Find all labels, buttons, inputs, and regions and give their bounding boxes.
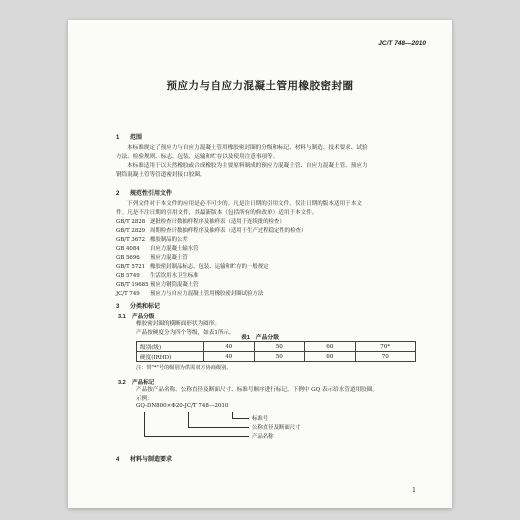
table-cell: 50 bbox=[254, 352, 305, 362]
section-3-2-heading: 3.2 产品标记 bbox=[118, 380, 155, 386]
table-cell: 70* bbox=[355, 342, 416, 352]
section-1-heading: 1 范围 bbox=[116, 135, 143, 141]
table-cell: 硬度(IRHD) bbox=[137, 352, 204, 362]
reference-item: GB/T 5721 橡胶密封制品标志、包装、运输和贮存的一般规定 bbox=[116, 264, 269, 270]
section-3-1-heading: 3.1 产品分级 bbox=[118, 314, 155, 320]
table-note: 注：带"*"号的级别为供需双方协商级别。 bbox=[136, 365, 232, 371]
grading-line-1: 橡胶密封圈的横断面形状为圆形。 bbox=[136, 321, 220, 327]
reference-item: GB 5749 生活饮用水卫生标准 bbox=[116, 273, 199, 279]
scope-paragraph-1b: 方法、检验规则、标志、包装、运输和贮存以及使用注意事项等。 bbox=[116, 154, 279, 160]
reference-item: JC/T 749 预应力与自应力混凝土管用橡胶密封圈试验方法 bbox=[116, 291, 264, 297]
scope-paragraph-2b: 钢筒混凝土管等管道密封接口胶圈。 bbox=[116, 172, 206, 178]
table-cell: 40 bbox=[204, 342, 255, 352]
marking-bracket bbox=[144, 412, 249, 437]
scope-paragraph-2a: 本标准适用于以天然橡胶或合成橡胶为主要原料制成的预应力混凝土管、自应力混凝土管、预应力 bbox=[127, 163, 368, 169]
grading-table bbox=[136, 341, 416, 362]
section-3-heading: 3 分类和标记 bbox=[116, 304, 161, 310]
document-title: 预应力与自应力混凝土管用橡胶密封圈 bbox=[166, 80, 354, 92]
table-cell: 60 bbox=[305, 342, 356, 352]
marking-example: GQ-DN800×Φ20-JC/T 748—2010 bbox=[136, 403, 229, 409]
section-2-heading: 2 规范性引用文件 bbox=[116, 191, 173, 197]
marking-label-product: 产品名称 bbox=[252, 434, 274, 440]
standard-code: JC/T 748—2010 bbox=[378, 40, 426, 47]
reference-item: GB/T 2828 逐批检查计数抽样程序及抽样表（适用于连续批的检查） bbox=[116, 219, 285, 225]
reference-item: GB/T 3672 橡胶制品的公差 bbox=[116, 237, 188, 243]
page-number: 1 bbox=[412, 487, 416, 494]
table-cell: 70 bbox=[355, 352, 416, 362]
reference-item: GB 5696 预应力混凝土管 bbox=[116, 255, 188, 261]
table-cell: 40 bbox=[204, 352, 255, 362]
table-cell: 级别(级) bbox=[137, 342, 204, 352]
marking-example-label: 示例： bbox=[136, 396, 153, 402]
marking-label-dimensions: 公称直径及断面尺寸 bbox=[252, 425, 301, 431]
table-row bbox=[137, 342, 416, 352]
normative-paragraph-1: 下列文件对于本文件的应用是必不可少的。凡是注日期的引用文件，仅注日期的版本适用于本文 bbox=[127, 201, 362, 207]
marking-paragraph-1: 产品按产品名称、公称直径及断面尺寸、标准号顺序进行标记。下例中 GQ 表示给水管道用胶圈。 bbox=[136, 387, 378, 393]
normative-paragraph-2: 件。凡是不注日期的引用文件，其最新版本（包括所有的修改单）适用于本文件。 bbox=[116, 210, 318, 216]
marking-label-standard: 标准号 bbox=[252, 416, 269, 422]
grading-line-2: 产品按硬度分为四个等级，如表1所示。 bbox=[136, 330, 235, 336]
table-cell: 60 bbox=[305, 352, 356, 362]
table-row bbox=[137, 352, 416, 362]
document-page bbox=[68, 20, 452, 508]
reference-item: GB 4084 自应力混凝土输水管 bbox=[116, 246, 199, 252]
reference-item: GB/T 2829 周期检查计数抽样程序及抽样表（适用于生产过程稳定性的检查） bbox=[116, 228, 307, 234]
section-4-heading: 4 材料与制造要求 bbox=[116, 457, 173, 463]
table-title: 表1 产品分级 bbox=[240, 335, 279, 341]
scope-paragraph-1a: 本标准规定了预应力与自应力混凝土管用橡胶密封圈的分级和标记、材料与制造、技术要求、试验 bbox=[127, 145, 368, 151]
reference-item: GB/T 19685预应力钢筒混凝土管 bbox=[116, 282, 199, 288]
table-cell: 50 bbox=[254, 342, 305, 352]
